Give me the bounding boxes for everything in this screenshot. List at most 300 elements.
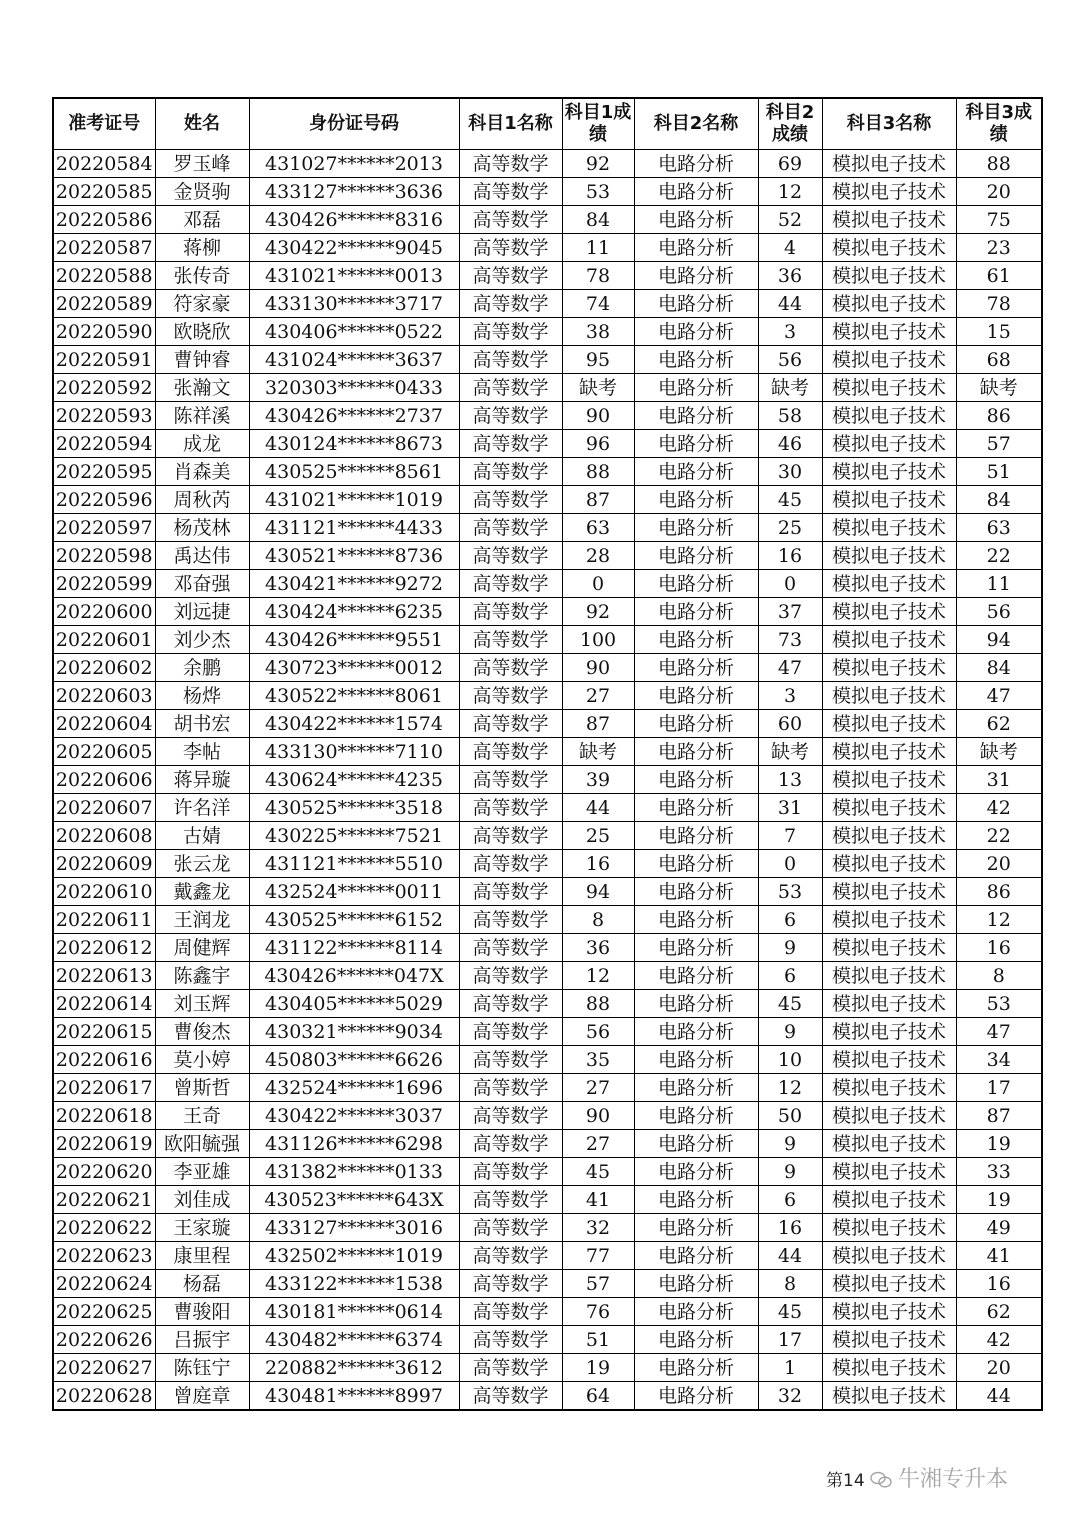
subject3-score-cell: 22 (956, 822, 1042, 850)
name-cell: 李帖 (155, 738, 249, 766)
id-number-cell: 430522******8061 (249, 682, 459, 710)
subject2-score-cell: 9 (758, 1130, 822, 1158)
exam-id-cell: 20220608 (53, 822, 155, 850)
name-cell: 王家璇 (155, 1214, 249, 1242)
subject2-name-cell: 电路分析 (634, 570, 758, 598)
subject2-score-cell: 56 (758, 346, 822, 374)
exam-id-cell: 20220605 (53, 738, 155, 766)
subject3-name-cell: 模拟电子技术 (822, 1158, 956, 1186)
table-row (53, 346, 1042, 374)
subject2-score-cell: 0 (758, 570, 822, 598)
subject3-name-cell: 模拟电子技术 (822, 1382, 956, 1411)
exam-id-cell: 20220590 (53, 318, 155, 346)
subject2-score-cell: 6 (758, 962, 822, 990)
name-cell: 成龙 (155, 430, 249, 458)
subject3-name-cell: 模拟电子技术 (822, 878, 956, 906)
name-cell: 欧晓欣 (155, 318, 249, 346)
id-number-cell: 430426******8316 (249, 206, 459, 234)
subject2-name-cell: 电路分析 (634, 1158, 758, 1186)
name-cell: 符家豪 (155, 290, 249, 318)
table-row (53, 626, 1042, 654)
exam-id-cell: 20220607 (53, 794, 155, 822)
table-row (53, 150, 1042, 178)
name-cell: 莫小婷 (155, 1046, 249, 1074)
subject3-name-cell: 模拟电子技术 (822, 458, 956, 486)
exam-id-cell: 20220601 (53, 626, 155, 654)
subject1-name-cell: 高等数学 (459, 570, 562, 598)
subject2-name-cell: 电路分析 (634, 542, 758, 570)
subject3-score-cell: 41 (956, 1242, 1042, 1270)
subject3-name-cell: 模拟电子技术 (822, 1214, 956, 1242)
subject1-name-cell: 高等数学 (459, 374, 562, 402)
subject3-score-cell: 19 (956, 1186, 1042, 1214)
subject2-name-cell: 电路分析 (634, 402, 758, 430)
subject3-score-cell: 68 (956, 346, 1042, 374)
subject2-name-cell: 电路分析 (634, 1102, 758, 1130)
subject2-name-cell: 电路分析 (634, 990, 758, 1018)
subject1-score-cell: 44 (562, 794, 634, 822)
subject3-name-cell: 模拟电子技术 (822, 1354, 956, 1382)
subject1-score-cell: 88 (562, 990, 634, 1018)
name-cell: 刘少杰 (155, 626, 249, 654)
subject2-score-cell: 7 (758, 822, 822, 850)
subject1-name-cell: 高等数学 (459, 1270, 562, 1298)
name-cell: 胡书宏 (155, 710, 249, 738)
subject2-name-cell: 电路分析 (634, 1130, 758, 1158)
subject3-score-cell: 16 (956, 934, 1042, 962)
subject1-score-cell: 56 (562, 1018, 634, 1046)
subject1-name-cell: 高等数学 (459, 1186, 562, 1214)
exam-id-cell: 20220620 (53, 1158, 155, 1186)
subject2-score-cell: 52 (758, 206, 822, 234)
subject1-name-cell: 高等数学 (459, 290, 562, 318)
exam-id-cell: 20220610 (53, 878, 155, 906)
subject3-score-cell: 62 (956, 1298, 1042, 1326)
subject2-name-cell: 电路分析 (634, 1186, 758, 1214)
subject2-score-cell: 30 (758, 458, 822, 486)
table-row (53, 1186, 1042, 1214)
id-number-cell: 430426******2737 (249, 402, 459, 430)
table-row (53, 542, 1042, 570)
subject3-name-cell: 模拟电子技术 (822, 290, 956, 318)
subject2-name-cell: 电路分析 (634, 206, 758, 234)
subject3-name-cell: 模拟电子技术 (822, 598, 956, 626)
subject2-name-cell: 电路分析 (634, 626, 758, 654)
subject3-name-cell: 模拟电子技术 (822, 570, 956, 598)
subject3-name-cell: 模拟电子技术 (822, 1186, 956, 1214)
subject1-name-cell: 高等数学 (459, 906, 562, 934)
id-number-cell: 432524******0011 (249, 878, 459, 906)
subject2-name-cell: 电路分析 (634, 906, 758, 934)
id-number-cell: 433122******1538 (249, 1270, 459, 1298)
subject2-name-cell: 电路分析 (634, 738, 758, 766)
id-number-cell: 320303******0433 (249, 374, 459, 402)
name-cell: 王润龙 (155, 906, 249, 934)
subject3-score-cell: 12 (956, 906, 1042, 934)
subject1-name-cell: 高等数学 (459, 822, 562, 850)
subject2-score-cell: 37 (758, 598, 822, 626)
subject1-name-cell: 高等数学 (459, 1074, 562, 1102)
name-cell: 刘远捷 (155, 598, 249, 626)
subject1-score-cell: 92 (562, 598, 634, 626)
subject3-name-cell: 模拟电子技术 (822, 822, 956, 850)
subject1-name-cell: 高等数学 (459, 962, 562, 990)
subject1-name-cell: 高等数学 (459, 430, 562, 458)
name-cell: 蒋柳 (155, 234, 249, 262)
score-table-container (52, 97, 1043, 1411)
subject3-name-cell: 模拟电子技术 (822, 906, 956, 934)
subject3-score-cell: 75 (956, 206, 1042, 234)
exam-id-cell: 20220626 (53, 1326, 155, 1354)
subject2-name-cell: 电路分析 (634, 1298, 758, 1326)
header-cell: 科目1名称 (459, 98, 562, 150)
subject2-name-cell: 电路分析 (634, 1074, 758, 1102)
watermark (870, 1462, 1008, 1493)
subject3-score-cell: 33 (956, 1158, 1042, 1186)
subject1-score-cell: 88 (562, 458, 634, 486)
subject3-name-cell: 模拟电子技术 (822, 262, 956, 290)
exam-id-cell: 20220603 (53, 682, 155, 710)
subject3-name-cell: 模拟电子技术 (822, 430, 956, 458)
name-cell: 曹骏阳 (155, 1298, 249, 1326)
exam-id-cell: 20220586 (53, 206, 155, 234)
subject3-name-cell: 模拟电子技术 (822, 1102, 956, 1130)
table-row (53, 1158, 1042, 1186)
subject1-score-cell: 53 (562, 178, 634, 206)
subject3-score-cell: 15 (956, 318, 1042, 346)
subject2-score-cell: 69 (758, 150, 822, 178)
subject2-name-cell: 电路分析 (634, 794, 758, 822)
subject3-score-cell: 63 (956, 514, 1042, 542)
id-number-cell: 430406******0522 (249, 318, 459, 346)
table-row (53, 766, 1042, 794)
subject2-name-cell: 电路分析 (634, 458, 758, 486)
subject2-name-cell: 电路分析 (634, 178, 758, 206)
name-cell: 陈鑫宇 (155, 962, 249, 990)
subject3-name-cell: 模拟电子技术 (822, 766, 956, 794)
subject3-score-cell: 31 (956, 766, 1042, 794)
id-number-cell: 432502******1019 (249, 1242, 459, 1270)
subject2-score-cell: 12 (758, 1074, 822, 1102)
subject1-name-cell: 高等数学 (459, 178, 562, 206)
id-number-cell: 433127******3636 (249, 178, 459, 206)
subject2-score-cell: 16 (758, 1214, 822, 1242)
name-cell: 张瀚文 (155, 374, 249, 402)
table-row (53, 1298, 1042, 1326)
subject2-score-cell: 47 (758, 654, 822, 682)
subject2-score-cell: 73 (758, 626, 822, 654)
id-number-cell: 430422******3037 (249, 1102, 459, 1130)
subject1-score-cell: 74 (562, 290, 634, 318)
table-row (53, 1270, 1042, 1298)
subject2-name-cell: 电路分析 (634, 1326, 758, 1354)
subject1-name-cell: 高等数学 (459, 1382, 562, 1411)
subject3-name-cell: 模拟电子技术 (822, 318, 956, 346)
header-cell: 科目3成绩 (956, 98, 1042, 150)
table-row (53, 906, 1042, 934)
subject1-name-cell: 高等数学 (459, 1158, 562, 1186)
subject1-score-cell: 63 (562, 514, 634, 542)
subject1-score-cell: 45 (562, 1158, 634, 1186)
exam-id-cell: 20220613 (53, 962, 155, 990)
name-cell: 欧阳毓强 (155, 1130, 249, 1158)
subject1-score-cell: 缺考 (562, 738, 634, 766)
subject1-name-cell: 高等数学 (459, 1018, 562, 1046)
subject3-name-cell: 模拟电子技术 (822, 850, 956, 878)
id-number-cell: 430405******5029 (249, 990, 459, 1018)
subject3-score-cell: 缺考 (956, 738, 1042, 766)
subject3-score-cell: 16 (956, 1270, 1042, 1298)
table-row (53, 1018, 1042, 1046)
subject1-score-cell: 100 (562, 626, 634, 654)
subject1-score-cell: 96 (562, 430, 634, 458)
page-number: 第14 (826, 1471, 865, 1491)
subject1-score-cell: 32 (562, 1214, 634, 1242)
subject3-score-cell: 84 (956, 654, 1042, 682)
subject1-name-cell: 高等数学 (459, 1214, 562, 1242)
subject3-name-cell: 模拟电子技术 (822, 346, 956, 374)
table-row (53, 710, 1042, 738)
id-number-cell: 430426******047X (249, 962, 459, 990)
exam-id-cell: 20220611 (53, 906, 155, 934)
id-number-cell: 433130******7110 (249, 738, 459, 766)
exam-id-cell: 20220616 (53, 1046, 155, 1074)
subject2-score-cell: 9 (758, 934, 822, 962)
subject1-score-cell: 12 (562, 962, 634, 990)
subject3-name-cell: 模拟电子技术 (822, 626, 956, 654)
subject3-score-cell: 20 (956, 178, 1042, 206)
subject1-score-cell: 36 (562, 934, 634, 962)
table-row (53, 1326, 1042, 1354)
exam-id-cell: 20220619 (53, 1130, 155, 1158)
subject3-score-cell: 44 (956, 1382, 1042, 1411)
exam-id-cell: 20220589 (53, 290, 155, 318)
subject3-score-cell: 51 (956, 458, 1042, 486)
subject3-name-cell: 模拟电子技术 (822, 542, 956, 570)
subject2-score-cell: 53 (758, 878, 822, 906)
exam-id-cell: 20220596 (53, 486, 155, 514)
subject3-score-cell: 53 (956, 990, 1042, 1018)
wechat-icon (870, 1471, 892, 1489)
name-cell: 刘玉辉 (155, 990, 249, 1018)
table-row (53, 206, 1042, 234)
name-cell: 张传奇 (155, 262, 249, 290)
subject1-score-cell: 94 (562, 878, 634, 906)
id-number-cell: 430482******6374 (249, 1326, 459, 1354)
subject2-name-cell: 电路分析 (634, 878, 758, 906)
subject1-score-cell: 64 (562, 1382, 634, 1411)
subject1-score-cell: 27 (562, 1130, 634, 1158)
subject1-score-cell: 92 (562, 150, 634, 178)
subject3-name-cell: 模拟电子技术 (822, 682, 956, 710)
subject2-score-cell: 46 (758, 430, 822, 458)
exam-id-cell: 20220617 (53, 1074, 155, 1102)
subject3-name-cell: 模拟电子技术 (822, 178, 956, 206)
subject3-name-cell: 模拟电子技术 (822, 150, 956, 178)
subject2-score-cell: 缺考 (758, 374, 822, 402)
table-row (53, 1382, 1042, 1411)
subject3-name-cell: 模拟电子技术 (822, 234, 956, 262)
id-number-cell: 220882******3612 (249, 1354, 459, 1382)
subject1-name-cell: 高等数学 (459, 262, 562, 290)
table-row (53, 682, 1042, 710)
subject3-score-cell: 84 (956, 486, 1042, 514)
name-cell: 余鹏 (155, 654, 249, 682)
subject1-name-cell: 高等数学 (459, 234, 562, 262)
name-cell: 邓磊 (155, 206, 249, 234)
subject2-name-cell: 电路分析 (634, 1270, 758, 1298)
exam-id-cell: 20220588 (53, 262, 155, 290)
subject2-name-cell: 电路分析 (634, 962, 758, 990)
id-number-cell: 431126******6298 (249, 1130, 459, 1158)
name-cell: 刘佳成 (155, 1186, 249, 1214)
exam-id-cell: 20220621 (53, 1186, 155, 1214)
table-row (53, 318, 1042, 346)
subject1-score-cell: 缺考 (562, 374, 634, 402)
exam-id-cell: 20220584 (53, 150, 155, 178)
exam-id-cell: 20220623 (53, 1242, 155, 1270)
subject1-score-cell: 8 (562, 906, 634, 934)
subject3-score-cell: 34 (956, 1046, 1042, 1074)
id-number-cell: 430624******4235 (249, 766, 459, 794)
exam-id-cell: 20220594 (53, 430, 155, 458)
exam-id-cell: 20220591 (53, 346, 155, 374)
exam-id-cell: 20220606 (53, 766, 155, 794)
subject2-name-cell: 电路分析 (634, 710, 758, 738)
id-number-cell: 430225******7521 (249, 822, 459, 850)
subject2-name-cell: 电路分析 (634, 934, 758, 962)
subject1-name-cell: 高等数学 (459, 878, 562, 906)
subject1-name-cell: 高等数学 (459, 990, 562, 1018)
table-row (53, 1214, 1042, 1242)
exam-id-cell: 20220599 (53, 570, 155, 598)
subject3-score-cell: 8 (956, 962, 1042, 990)
name-cell: 戴鑫龙 (155, 878, 249, 906)
subject1-name-cell: 高等数学 (459, 654, 562, 682)
subject3-score-cell: 20 (956, 850, 1042, 878)
id-number-cell: 433127******3016 (249, 1214, 459, 1242)
subject3-score-cell: 94 (956, 626, 1042, 654)
subject2-score-cell: 6 (758, 906, 822, 934)
subject2-score-cell: 9 (758, 1158, 822, 1186)
table-row (53, 1102, 1042, 1130)
table-row (53, 458, 1042, 486)
table-row (53, 374, 1042, 402)
subject2-score-cell: 25 (758, 514, 822, 542)
table-row (53, 794, 1042, 822)
subject3-score-cell: 17 (956, 1074, 1042, 1102)
table-row (53, 1354, 1042, 1382)
subject2-score-cell: 13 (758, 766, 822, 794)
name-cell: 曹俊杰 (155, 1018, 249, 1046)
subject3-name-cell: 模拟电子技术 (822, 654, 956, 682)
subject3-name-cell: 模拟电子技术 (822, 738, 956, 766)
id-number-cell: 430723******0012 (249, 654, 459, 682)
exam-id-cell: 20220602 (53, 654, 155, 682)
subject1-score-cell: 35 (562, 1046, 634, 1074)
subject1-score-cell: 11 (562, 234, 634, 262)
id-number-cell: 430181******0614 (249, 1298, 459, 1326)
subject2-score-cell: 36 (758, 262, 822, 290)
subject2-name-cell: 电路分析 (634, 1214, 758, 1242)
subject2-score-cell: 9 (758, 1018, 822, 1046)
subject3-score-cell: 19 (956, 1130, 1042, 1158)
exam-id-cell: 20220625 (53, 1298, 155, 1326)
subject2-score-cell: 60 (758, 710, 822, 738)
subject1-score-cell: 84 (562, 206, 634, 234)
subject3-name-cell: 模拟电子技术 (822, 1046, 956, 1074)
exam-id-cell: 20220622 (53, 1214, 155, 1242)
subject1-name-cell: 高等数学 (459, 1354, 562, 1382)
subject2-score-cell: 缺考 (758, 738, 822, 766)
subject1-score-cell: 78 (562, 262, 634, 290)
subject2-score-cell: 50 (758, 1102, 822, 1130)
subject1-name-cell: 高等数学 (459, 1102, 562, 1130)
subject3-name-cell: 模拟电子技术 (822, 1018, 956, 1046)
table-row (53, 654, 1042, 682)
name-cell: 许名洋 (155, 794, 249, 822)
subject3-score-cell: 86 (956, 878, 1042, 906)
subject3-score-cell: 20 (956, 1354, 1042, 1382)
name-cell: 曾庭章 (155, 1382, 249, 1411)
header-cell: 姓名 (155, 98, 249, 150)
subject2-name-cell: 电路分析 (634, 374, 758, 402)
name-cell: 周健辉 (155, 934, 249, 962)
name-cell: 禹达伟 (155, 542, 249, 570)
subject3-name-cell: 模拟电子技术 (822, 990, 956, 1018)
table-row (53, 1074, 1042, 1102)
name-cell: 罗玉峰 (155, 150, 249, 178)
name-cell: 陈钰宁 (155, 1354, 249, 1382)
id-number-cell: 430525******3518 (249, 794, 459, 822)
subject1-name-cell: 高等数学 (459, 850, 562, 878)
subject1-score-cell: 90 (562, 654, 634, 682)
id-number-cell: 431121******4433 (249, 514, 459, 542)
subject2-name-cell: 电路分析 (634, 850, 758, 878)
id-number-cell: 430422******9045 (249, 234, 459, 262)
subject3-name-cell: 模拟电子技术 (822, 1242, 956, 1270)
subject3-score-cell: 57 (956, 430, 1042, 458)
subject1-score-cell: 90 (562, 1102, 634, 1130)
subject2-score-cell: 3 (758, 682, 822, 710)
id-number-cell: 430525******8561 (249, 458, 459, 486)
subject2-score-cell: 0 (758, 850, 822, 878)
subject3-score-cell: 61 (956, 262, 1042, 290)
subject1-name-cell: 高等数学 (459, 794, 562, 822)
subject3-score-cell: 62 (956, 710, 1042, 738)
table-row (53, 1130, 1042, 1158)
subject1-name-cell: 高等数学 (459, 458, 562, 486)
subject3-score-cell: 47 (956, 682, 1042, 710)
subject3-score-cell: 23 (956, 234, 1042, 262)
subject2-name-cell: 电路分析 (634, 1018, 758, 1046)
id-number-cell: 430525******6152 (249, 906, 459, 934)
table-row (53, 570, 1042, 598)
subject1-score-cell: 87 (562, 486, 634, 514)
exam-id-cell: 20220587 (53, 234, 155, 262)
table-row (53, 1046, 1042, 1074)
subject1-score-cell: 90 (562, 402, 634, 430)
id-number-cell: 430426******9551 (249, 626, 459, 654)
subject2-score-cell: 45 (758, 1298, 822, 1326)
subject2-score-cell: 45 (758, 486, 822, 514)
name-cell: 金贤驹 (155, 178, 249, 206)
subject2-name-cell: 电路分析 (634, 150, 758, 178)
table-row (53, 990, 1042, 1018)
subject3-name-cell: 模拟电子技术 (822, 794, 956, 822)
table-row (53, 178, 1042, 206)
exam-id-cell: 20220615 (53, 1018, 155, 1046)
